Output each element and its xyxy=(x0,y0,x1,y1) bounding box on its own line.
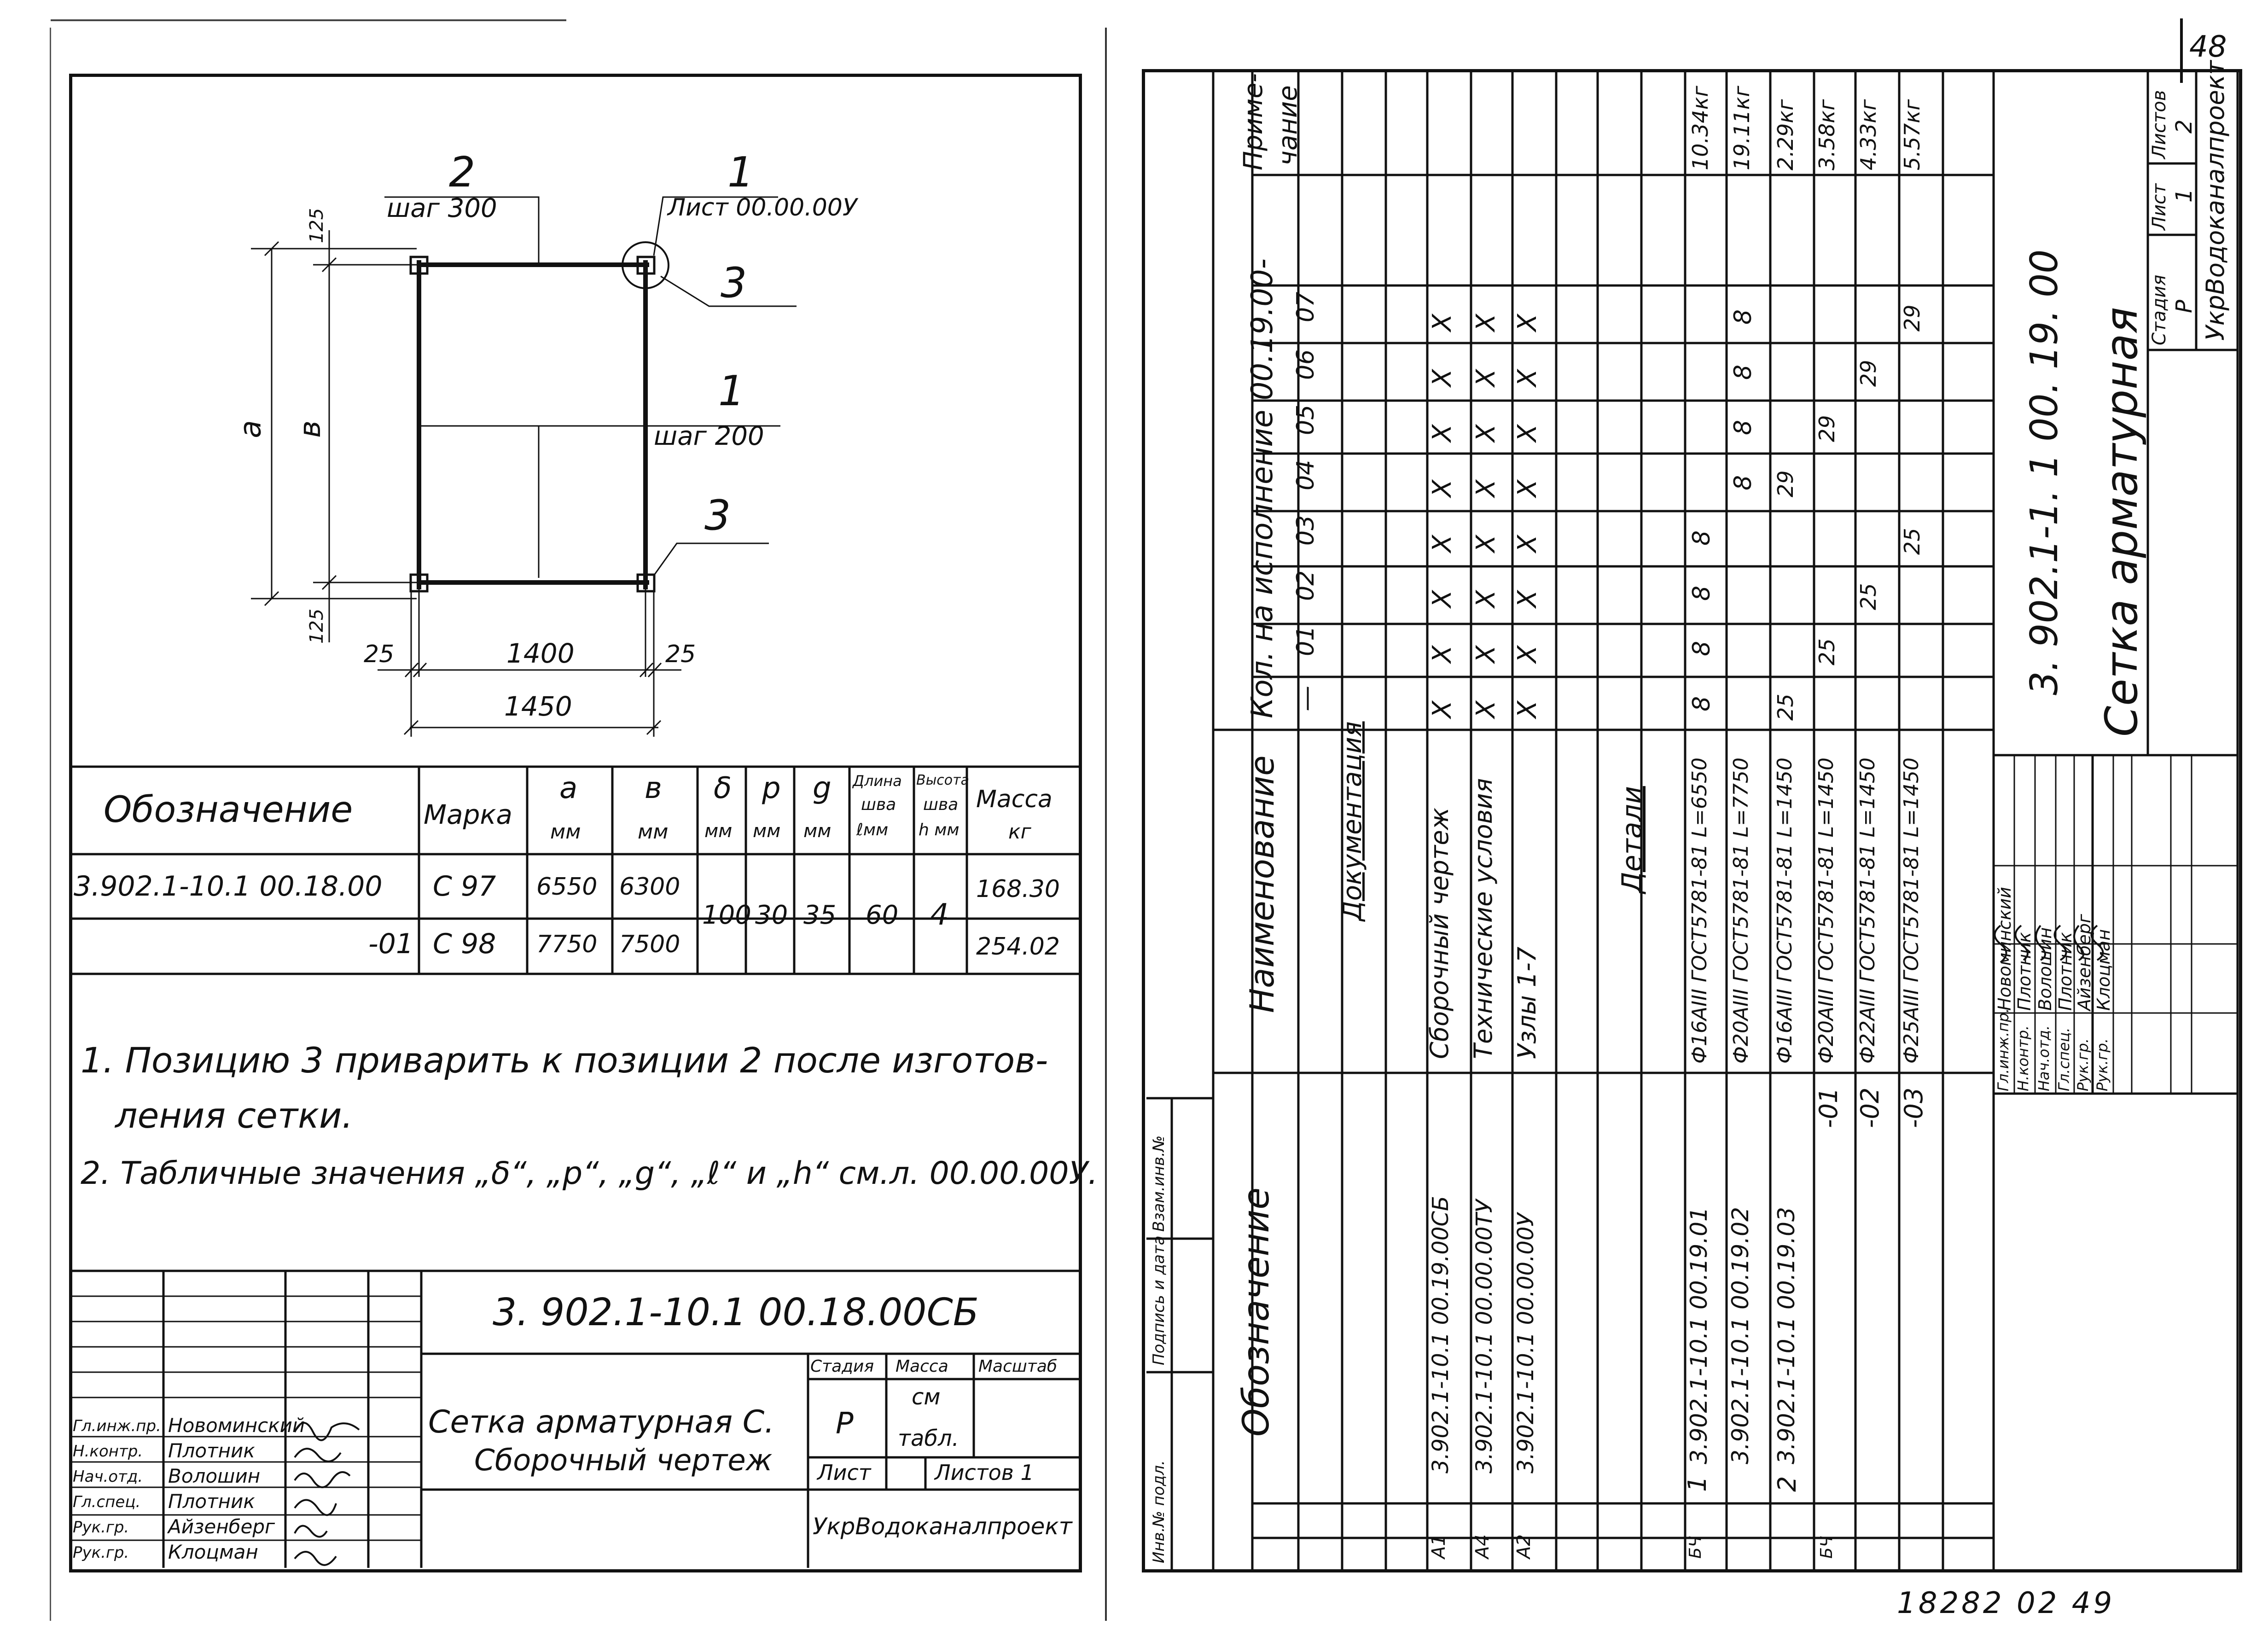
right-variant-header-3: 03 xyxy=(1292,515,1320,546)
spec-header-weld-height-2: шва xyxy=(923,795,959,814)
row-1-qty-5: X xyxy=(1427,424,1457,442)
right-variant-header-1: 01 xyxy=(1292,625,1320,656)
left-staff-role-1: Гл.инж.пр. xyxy=(73,1417,161,1435)
pos3-bottom-number: 3 xyxy=(704,491,731,540)
spec-row2-mark: С 98 xyxy=(433,928,496,960)
spec-header-mark: Марка xyxy=(424,799,512,830)
row-4-note: 10.34кг xyxy=(1688,86,1713,170)
row-5-qty-5: 8 xyxy=(1729,419,1757,435)
left-staff-name-4: Плотник xyxy=(168,1490,255,1513)
left-staff-name-5: Айзенберг xyxy=(168,1515,275,1538)
row-9-qty-3: 25 xyxy=(1900,528,1925,555)
pos2-number: 2 xyxy=(449,148,476,197)
row-7-designation: -01 xyxy=(1814,1087,1843,1128)
row-4-name: Ф16АIII ГОСТ5781-81 L=6550 xyxy=(1688,757,1711,1064)
row-6-name: Ф16АIII ГОСТ5781-81 L=1450 xyxy=(1773,757,1797,1064)
right-title-stage-label: Стадия xyxy=(2149,274,2170,345)
spec-header-g: g xyxy=(813,771,832,805)
row-1-qty-1: X xyxy=(1427,645,1457,663)
spec-row1-designation: 3.902.1-10.1 00.18.00 xyxy=(74,870,383,903)
row-2-qty-6: X xyxy=(1471,369,1501,387)
left-title-code: 3. 902.1-10.1 00.18.00СБ xyxy=(493,1291,979,1334)
spec-header-designation: Обозначение xyxy=(104,789,353,831)
left-title-mass-value-1: см xyxy=(912,1384,941,1410)
left-staff-role-3: Нач.отд. xyxy=(73,1467,143,1486)
right-variant-header-2: 02 xyxy=(1292,570,1320,601)
right-staff-name-3: Волошин xyxy=(2035,927,2055,1011)
pos2-step: шаг 300 xyxy=(387,193,497,223)
row-8-qty-2: 25 xyxy=(1856,583,1881,610)
row-1-name: Сборочный чертеж xyxy=(1425,807,1454,1059)
spec-row1-mass: 168.30 xyxy=(976,875,1060,903)
right-header-qty: Кол. на исполнение 00.19.00- xyxy=(1245,258,1279,718)
row-2-format: А4 xyxy=(1472,1534,1493,1559)
pos1-top-number: 1 xyxy=(727,148,754,197)
row-2-name: Технические условия xyxy=(1469,778,1498,1059)
row-8-name: Ф22АIII ГОСТ5781-81 L=1450 xyxy=(1856,757,1879,1064)
right-title-sheet-value: 1 xyxy=(2171,188,2197,203)
row-3-qty-6: X xyxy=(1512,369,1542,387)
row-5-qty-7: 8 xyxy=(1729,309,1757,325)
spec-shared-l: 60 xyxy=(866,900,899,930)
spec-header-weld-length-1: Длина xyxy=(853,772,902,790)
row-9-qty-7: 29 xyxy=(1900,304,1925,332)
right-variant-header-6: 06 xyxy=(1292,349,1320,380)
row-1-qty-3: X xyxy=(1427,535,1457,553)
section-documentation: Документация xyxy=(1338,721,1367,921)
spec-header-delta-unit: мм xyxy=(704,821,733,842)
row-4-format: БЧ xyxy=(1686,1536,1705,1559)
row-1-qty-7: X xyxy=(1427,314,1457,332)
left-staff-name-2: Плотник xyxy=(168,1439,255,1462)
spec-header-weld-height-3: h мм xyxy=(919,821,960,839)
row-5-note: 19.11кг xyxy=(1729,86,1754,170)
spec-row1-b: 6300 xyxy=(619,873,680,901)
row-8-designation: -02 xyxy=(1855,1087,1884,1128)
right-header-designation: Обозначение xyxy=(1236,1187,1277,1437)
row-3-name: Узлы 1-7 xyxy=(1512,946,1541,1059)
spec-row1-a: 6550 xyxy=(536,873,598,901)
left-title-scale-label: Масштаб xyxy=(978,1357,1058,1376)
row-1-qty-2: X xyxy=(1427,590,1457,608)
row-2-qty-7: X xyxy=(1471,314,1501,332)
note-2: 2. Табличные значения „δ“, „р“, „g“, „ℓ“ и „h“ см.л. 00.00.00У. xyxy=(81,1155,1098,1192)
right-staff-role-3: Нач.отд. xyxy=(2035,1025,2053,1091)
row-8-note: 4.33кг xyxy=(1856,99,1881,170)
row-1-qty-0: X xyxy=(1427,700,1457,718)
right-title-stage-value: Р xyxy=(2171,300,2197,313)
right-variant-header-0: — xyxy=(1291,686,1321,711)
left-staff-name-3: Волошин xyxy=(168,1465,261,1487)
left-title-stage-value: Р xyxy=(836,1407,854,1441)
row-3-qty-2: X xyxy=(1512,590,1542,608)
left-title-stage-label: Стадия xyxy=(810,1357,874,1376)
pos1-top-ref: Лист 00.00.00У xyxy=(668,194,857,221)
spec-header-g-unit: мм xyxy=(803,821,832,842)
side-label-replace: Взам.инв.№ xyxy=(1150,1135,1168,1232)
row-9-designation: -03 xyxy=(1899,1087,1928,1128)
spec-header-p-unit: мм xyxy=(753,821,781,842)
row-3-qty-4: X xyxy=(1512,479,1542,497)
row-3-qty-0: X xyxy=(1512,700,1542,718)
spec-row2-b: 7500 xyxy=(619,931,680,958)
spec-header-mass-unit: кг xyxy=(1008,820,1031,844)
spec-header-b: в xyxy=(645,771,662,805)
row-5-name: Ф20АIII ГОСТ5781-81 L=7750 xyxy=(1729,757,1753,1064)
row-5-qty-4: 8 xyxy=(1729,475,1757,490)
dim-1400-label: 1400 xyxy=(506,638,575,669)
row-3-qty-5: X xyxy=(1512,424,1542,442)
pos1-mid-step: шаг 200 xyxy=(654,421,764,451)
spec-header-weld-length-3: ℓмм xyxy=(856,821,889,839)
note-1-line2: ления сетки. xyxy=(115,1095,353,1136)
spec-row2-designation: -01 xyxy=(368,928,413,960)
row-1-qty-6: X xyxy=(1427,369,1457,387)
row-7-note: 3.58кг xyxy=(1814,99,1839,170)
page-number: 48 xyxy=(2189,30,2227,64)
right-staff-role-5: Рук.гр. xyxy=(2074,1038,2092,1091)
right-variant-header-5: 05 xyxy=(1292,404,1320,435)
row-5-designation: 3.902.1-10.1 00.19.02 xyxy=(1727,1207,1754,1464)
right-staff-name-6: Клоцман xyxy=(2094,929,2114,1011)
spec-shared-p: 30 xyxy=(755,900,788,930)
row-8-qty-6: 29 xyxy=(1856,360,1881,387)
row-2-qty-1: X xyxy=(1471,645,1501,663)
spec-row2-a: 7750 xyxy=(536,931,598,958)
spec-header-p: р xyxy=(762,771,781,805)
right-title-sheet-label: Лист xyxy=(2149,183,2170,230)
row-6-pos: 2 xyxy=(1773,1476,1802,1492)
side-label-sign: Подпись и дата xyxy=(1150,1235,1168,1365)
right-header-note-1: Приме- xyxy=(1239,73,1268,170)
right-header-name: Наименование xyxy=(1243,755,1281,1013)
left-staff-role-5: Рук.гр. xyxy=(73,1518,129,1537)
row-4-qty-1: 8 xyxy=(1688,640,1716,656)
dim-125-top-label: 125 xyxy=(306,208,328,244)
row-4-designation: 3.902.1-10.1 00.19.01 xyxy=(1686,1207,1712,1464)
row-7-name: Ф20АIII ГОСТ5781-81 L=1450 xyxy=(1814,757,1838,1064)
left-title-org: УкрВодоканалпроект xyxy=(813,1513,1072,1540)
left-title-mass-label: Масса xyxy=(896,1357,948,1376)
row-5-qty-6: 8 xyxy=(1729,364,1757,380)
row-6-qty-4: 29 xyxy=(1773,470,1798,497)
spec-header-weld-length-2: шва xyxy=(861,795,896,814)
right-title-sheets-value: 2 xyxy=(2171,119,2197,134)
right-staff-name-1: Новоминский xyxy=(1995,887,2015,1011)
spec-header-b-unit: мм xyxy=(638,820,669,844)
row-4-qty-0: 8 xyxy=(1688,696,1716,711)
right-staff-role-1: Гл.инж.пр. xyxy=(1995,1008,2012,1091)
right-variant-header-4: 04 xyxy=(1292,460,1320,490)
section-details: Детали xyxy=(1616,786,1648,893)
right-staff-role-4: Гл.спец. xyxy=(2055,1027,2073,1091)
row-1-qty-4: X xyxy=(1427,479,1457,497)
right-title-sheets-label: Листов xyxy=(2149,90,2170,159)
pos1-mid-number: 1 xyxy=(718,367,745,415)
row-4-pos: 1 xyxy=(1683,1476,1712,1492)
left-staff-name-6: Клоцман xyxy=(168,1541,258,1563)
row-3-qty-7: X xyxy=(1512,314,1542,332)
spec-row1-mark: С 97 xyxy=(433,870,496,903)
left-staff-role-4: Гл.спец. xyxy=(73,1493,141,1511)
row-4-qty-2: 8 xyxy=(1688,585,1716,601)
row-6-note: 2.29кг xyxy=(1773,99,1798,170)
row-6-designation: 3.902.1-10.1 00.19.03 xyxy=(1773,1207,1800,1464)
row-7-qty-5: 29 xyxy=(1814,415,1839,442)
row-6-format: БЧ xyxy=(1817,1536,1836,1559)
dim-125-bottom-label: 125 xyxy=(306,608,328,644)
note-1-line1: 1. Позицию 3 приварить к позиции 2 после изготов- xyxy=(81,1040,1048,1081)
row-4-qty-3: 8 xyxy=(1688,530,1716,546)
dim-a-label: a xyxy=(233,420,268,438)
right-staff-name-2: Плотник xyxy=(2014,932,2035,1011)
right-staff-name-5: Айзенберг xyxy=(2074,914,2094,1011)
left-title-name-line1: Сетка арматурная С. xyxy=(428,1404,774,1440)
row-2-qty-0: X xyxy=(1471,700,1501,718)
spec-header-delta: δ xyxy=(714,771,732,805)
row-2-qty-4: X xyxy=(1471,479,1501,497)
row-7-qty-1: 25 xyxy=(1814,638,1839,665)
spec-shared-h: 4 xyxy=(930,898,949,932)
spec-header-weld-height-1: Высота xyxy=(916,772,969,788)
left-title-sheet-label: Лист xyxy=(817,1460,871,1485)
right-staff-role-2: Н.контр. xyxy=(2014,1025,2032,1091)
row-9-note: 5.57кг xyxy=(1900,99,1925,170)
right-title-org: УкрВодоканалпроект xyxy=(2201,60,2230,341)
row-1-format: А1 xyxy=(1428,1534,1449,1559)
pos3-top-number: 3 xyxy=(721,259,747,307)
right-variant-header-7: 07 xyxy=(1292,291,1320,322)
right-header-note-2: чание xyxy=(1273,85,1303,166)
left-title-name-line2: Сборочный чертеж xyxy=(474,1444,773,1478)
row-2-qty-3: X xyxy=(1471,535,1501,553)
dim-25-right-label: 25 xyxy=(665,640,696,668)
left-staff-role-6: Рук.гр. xyxy=(73,1543,129,1562)
row-3-qty-1: X xyxy=(1512,645,1542,663)
row-3-qty-3: X xyxy=(1512,535,1542,553)
left-title-mass-value-2: табл. xyxy=(898,1426,959,1451)
footer-number: 18282 02 49 xyxy=(1897,1586,2115,1620)
spec-header-a-unit: мм xyxy=(550,820,581,844)
spec-shared-delta: 100 xyxy=(702,900,751,930)
spec-row2-mass: 254.02 xyxy=(976,933,1060,961)
spec-header-mass: Масса xyxy=(976,786,1053,813)
right-title-name: Сетка арматурная xyxy=(2096,307,2147,737)
spec-shared-g: 35 xyxy=(803,900,837,930)
spec-header-a: a xyxy=(559,771,578,805)
dim-1450-label: 1450 xyxy=(504,691,572,722)
row-6-qty-0: 25 xyxy=(1773,693,1798,721)
row-2-qty-5: X xyxy=(1471,424,1501,442)
dim-b-label: в xyxy=(293,420,327,438)
row-9-name: Ф25АIII ГОСТ5781-81 L=1450 xyxy=(1900,757,1923,1064)
left-title-sheets-label: Листов 1 xyxy=(935,1460,1034,1485)
left-staff-name-1: Новоминский xyxy=(168,1414,305,1437)
side-label-inv: Инв.№ подл. xyxy=(1150,1460,1168,1563)
row-3-format: А2 xyxy=(1513,1534,1535,1559)
row-2-qty-2: X xyxy=(1471,590,1501,608)
right-staff-name-4: Плотник xyxy=(2055,932,2076,1011)
row-3-designation: 3.902.1-10.1 00.00.00У xyxy=(1513,1213,1539,1473)
left-staff-role-2: Н.контр. xyxy=(73,1442,143,1461)
dim-25-left-label: 25 xyxy=(364,640,395,668)
right-title-code: 3. 902.1-1. 1 00. 19. 00 xyxy=(2023,249,2066,695)
row-1-designation: 3.902.1-10.1 00.19.00СБ xyxy=(1428,1196,1454,1473)
row-2-designation: 3.902.1-10.1 00.00.00ТУ xyxy=(1471,1199,1497,1473)
right-staff-role-6: Рук.гр. xyxy=(2094,1038,2111,1091)
